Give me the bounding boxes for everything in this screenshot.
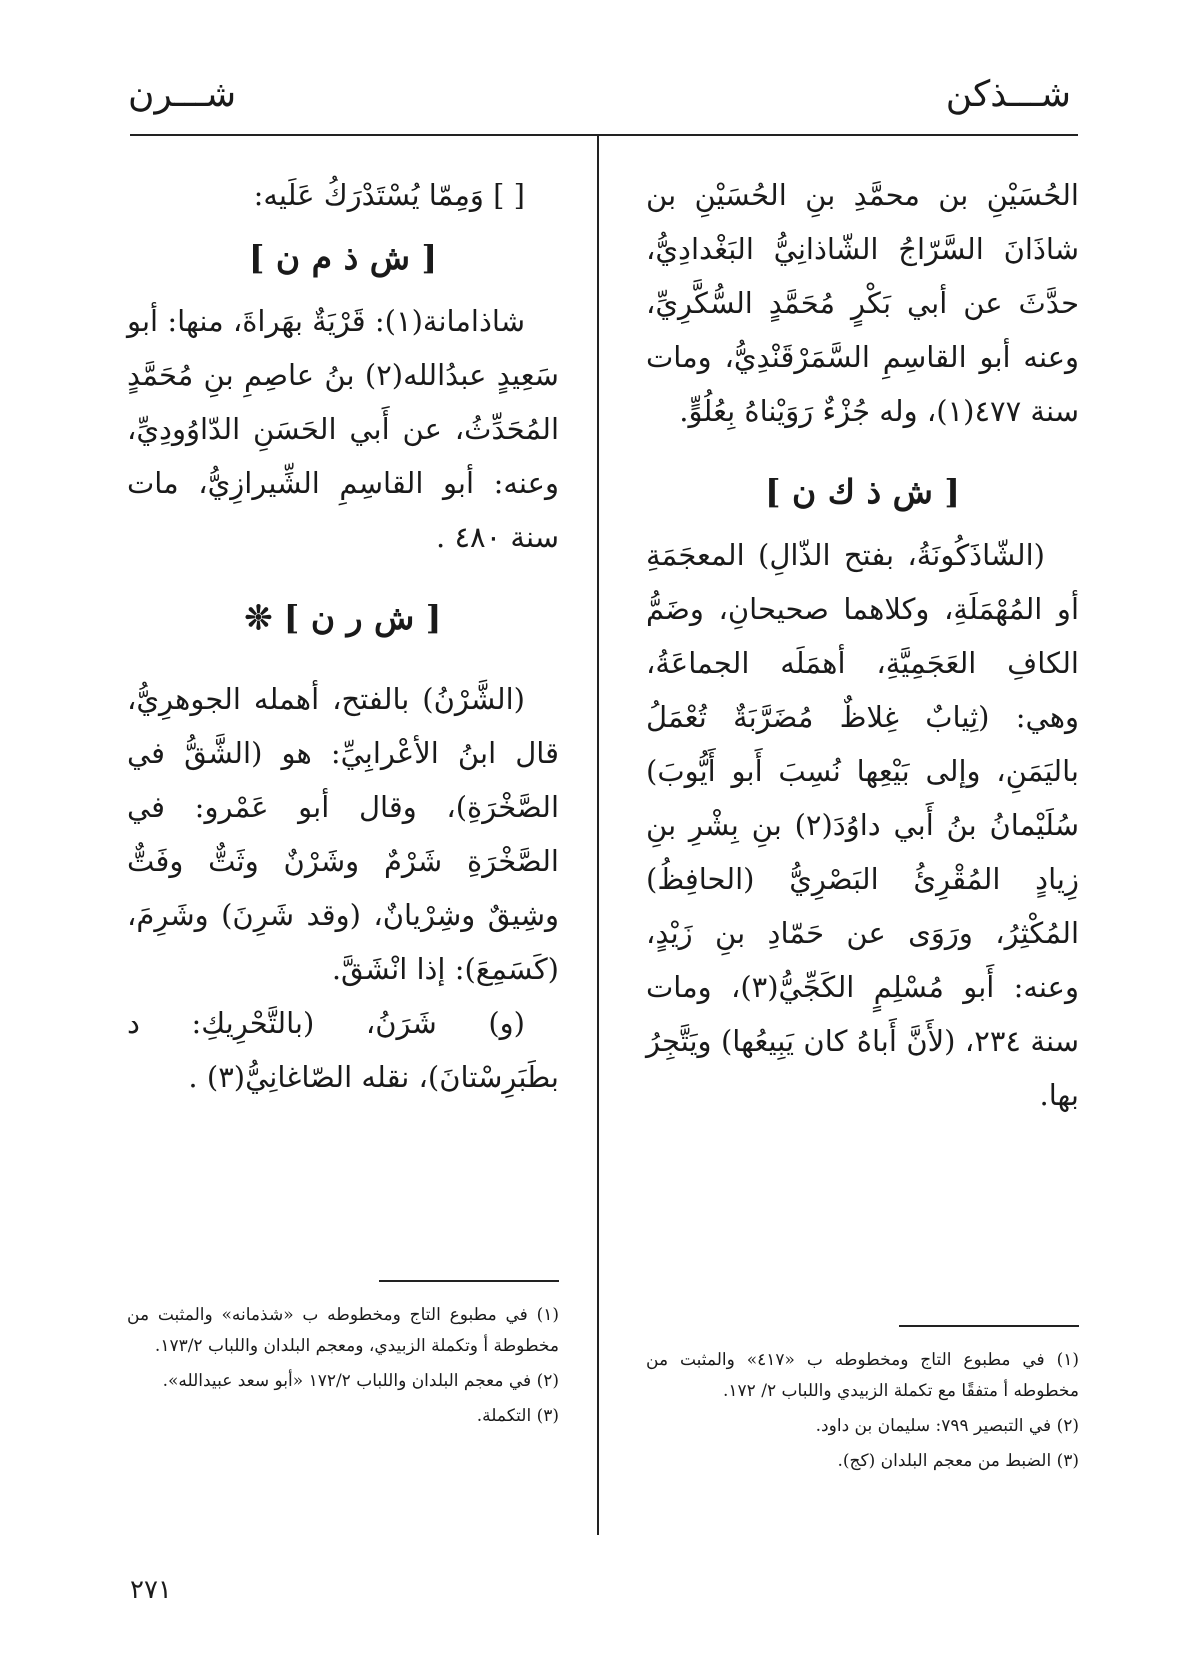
footnotes-right: [646, 1345, 1079, 1481]
right-column: [646, 168, 1079, 1122]
footnote: (١) في مطبوع التاج ومخطوطه ب «شذمانه» والمثبت من مخطوطة أ وتكملة الزبيدي، ومعجم البلدان واللباب ١٧٣/٢.: [127, 1305, 559, 1356]
left-column: [127, 168, 559, 1104]
footnote: (٣) التكملة.: [476, 1406, 559, 1426]
footnote-rule-right: [899, 1325, 1079, 1327]
footnote: (٣) الضبط من معجم البلدان (كج).: [837, 1451, 1079, 1471]
column-divider: [597, 135, 599, 1535]
left-paragraph-1: شاذامانة(١): قَرْيَةٌ بهَراةَ، منها: أبو سَعِيدٍ عبدُالله(٢) بنُ عاصِمِ بنِ مُحَمَّدٍ المُحَدِّثُ، عن أَبي الحَسَنِ الدّاوُودِيِّ، وعنه: أبو القاسِمِ الشِّيرازِيُّ، مات سنة ٤٨٠ .: [127, 304, 559, 554]
entry-heading-shdhmn: [ ش ذ م ن ]: [248, 238, 438, 277]
page-number: ٢٧١: [130, 1575, 172, 1605]
header-root-left: شـــرن: [128, 74, 237, 115]
footnote: (٢) في التبصير ٧٩٩: سليمان بن داود.: [815, 1416, 1079, 1436]
supplement-intro: [ ] وَمِمّا يُسْتَدْرَكُ عَلَيه:: [253, 178, 525, 212]
footnote: (٢) في معجم البلدان واللباب ١٧٢/٢ «أبو سعد عبيدالله».: [162, 1371, 559, 1391]
right-paragraph-1: الحُسَيْنِ بن محمَّدِ بنِ الحُسَيْنِ بن شاذَانَ السَّرّاجُ الشّاذانِيُّ البَغْدادِيُّ، حدَّثَ عن أبي بَكْرٍ مُحَمَّدٍ السُّكَّرِيِّ، وعنه أبو القاسِمِ السَّمَرْقَنْدِيُّ، ومات سنة ٤٧٧(١)، وله جُزْءٌ رَوَيْناهُ بِعُلُوٍّ.: [646, 178, 1079, 428]
header-root-right: شـــذكن: [945, 74, 1071, 115]
footnotes-left: [127, 1300, 559, 1436]
footnote: (١) في مطبوع التاج ومخطوطه ب «٤١٧» والمثبت من مخطوطه أ متفقًا مع تكملة الزبيدي واللباب ٢/ ١٧٢.: [646, 1350, 1079, 1401]
footnote-rule-left: [379, 1280, 559, 1282]
left-paragraph-2: (الشَّرْنُ) بالفتح، أهمله الجوهرِيُّ، قال ابنُ الأعْرابِيِّ: هو (الشَّقُّ في الصَّخْرَةِ)، وقال أبو عَمْرو: في الصَّخْرَةِ شَرْمٌ وشَرْنٌ وثَتٌّ وفَتٌّ وشِيقٌ وشِرْيانٌ، (وقد شَرِنَ) وشَرِمَ، (كَسَمِعَ): إذا انْشَقَّ.: [127, 682, 559, 986]
left-paragraph-3: (و) شَرَنُ، (بالتَّحْرِيكِ: د بطَبَرِسْتانَ)، نقله الصّاغانِيُّ(٣) .: [127, 1006, 559, 1094]
header-rule: [130, 134, 1078, 136]
entry-heading-shdhkn: [ ش ذ ك ن ]: [764, 472, 961, 511]
entry-heading-shrn: [ ش ر ن ] ❊: [244, 598, 442, 637]
right-paragraph-2: (الشّاذَكُونَةُ، بفتح الذّالِ) المعجَمَةِ أو المُهْمَلَةِ، وكلاهما صحيحانِ، وضَمُّ الكافِ العَجَمِيَّةِ، أهمَلَه الجماعَةُ، وهي: (ثِيابٌ غِلاظٌ مُضَرَّبَةٌ تُعْمَلُ باليَمَنِ، وإلى بَيْعِها نُسِبَ أَبو أَيُّوبَ) سُلَيْمانُ بنُ أَبي داوُدَ(٢) بنِ بِشْرِ بنِ زِيادٍ المُقْرِئُ البَصْرِيُّ (الحافِظُ) المُكْثِرُ، ورَوَى عن حَمّادِ بنِ زَيْدٍ، وعنه: أَبو مُسْلِمٍ الكَجِّيُّ(٣)، ومات سنة ٢٣٤، (لأَنَّ أَباهُ كان يَبِيعُها) ويَتَّجِرُ بها.: [646, 538, 1080, 1112]
